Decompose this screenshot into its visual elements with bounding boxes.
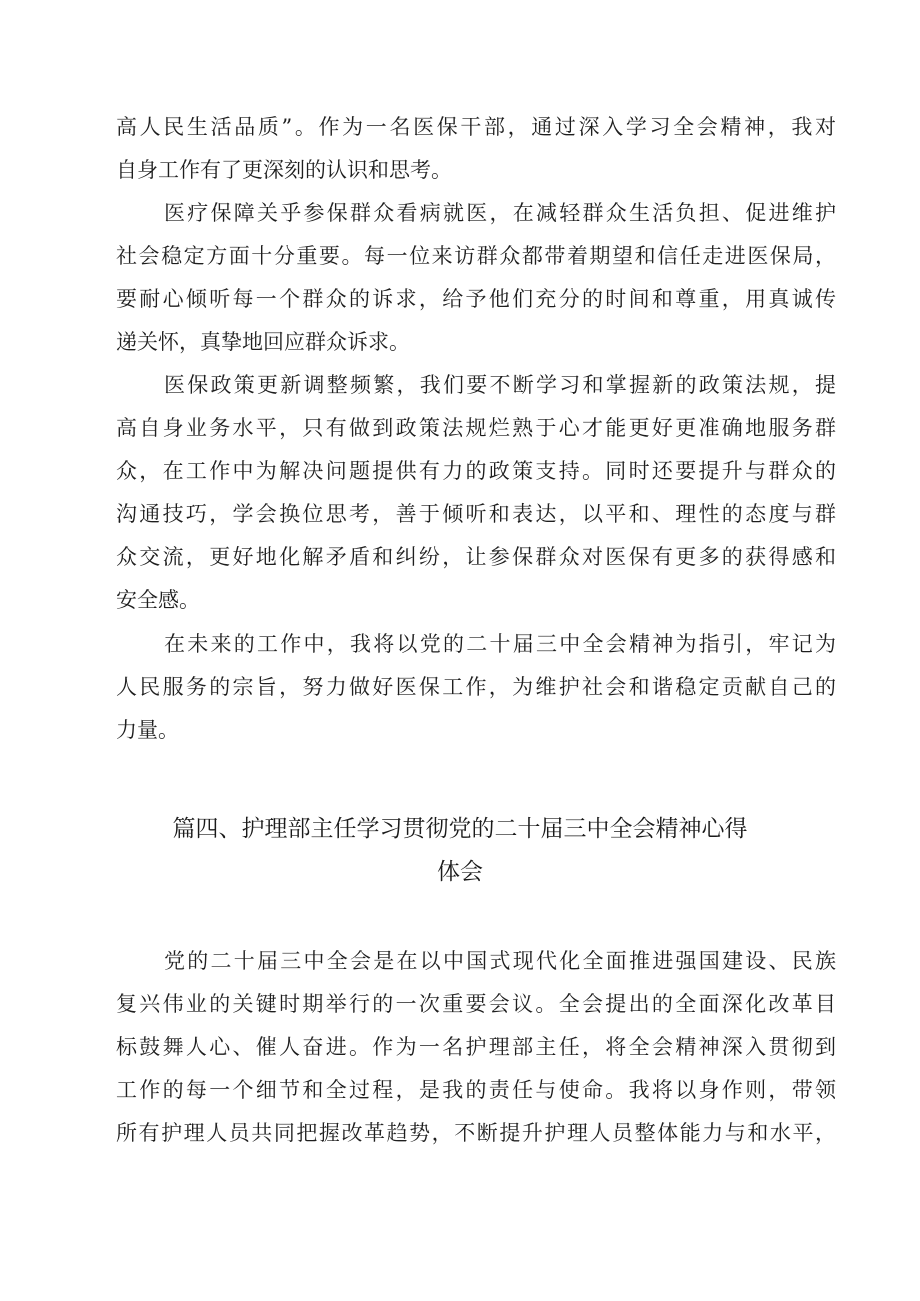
- body-text-line: 党的二十届三中全会是在以中国式现代化全面推进强国建设、民族: [164, 949, 836, 973]
- body-text-line: 在未来的工作中，我将以党的二十届三中全会精神为指引，牢记为: [164, 632, 836, 656]
- section-heading-continuation: 体会: [437, 859, 483, 885]
- body-text-line: 安全感。: [116, 588, 200, 612]
- body-text-line: 自身工作有了更深刻的认识和思考。: [116, 158, 452, 182]
- body-text-line: 人民服务的宗旨，努力做好医保工作，为维护社会和谐稳定贡献自己的: [116, 675, 836, 699]
- body-text-line: 工作的每一个细节和全过程，是我的责任与使命。我将以身作则，带领: [116, 1078, 836, 1102]
- body-text-line: 医保政策更新调整频繁，我们要不断学习和掌握新的政策法规，提: [164, 373, 836, 397]
- body-text-line: 众，在工作中为解决问题提供有力的政策支持。同时还要提升与群众的: [116, 459, 836, 483]
- body-text-line: 复兴伟业的关键时期举行的一次重要会议。全会提出的全面深化改革目: [116, 992, 836, 1016]
- body-text-line: 递关怀，真挚地回应群众诉求。: [116, 330, 410, 354]
- body-text-line: 社会稳定方面十分重要。每一位来访群众都带着期望和信任走进医保局，: [116, 244, 836, 268]
- body-text-line: 高人民生活品质”。作为一名医保干部，通过深入学习全会精神，我对: [116, 115, 836, 139]
- body-text-line: 高自身业务水平，只有做到政策法规烂熟于心才能更好更准确地服务群: [116, 416, 836, 440]
- body-text-line: 标鼓舞人心、催人奋进。作为一名护理部主任，将全会精神深入贯彻到: [116, 1035, 836, 1059]
- body-text-line: 医疗保障关乎参保群众看病就医，在减轻群众生活负担、促进维护: [164, 201, 836, 225]
- body-text-line: 所有护理人员共同把握改革趋势，不断提升护理人员整体能力与和水平，: [116, 1121, 836, 1145]
- body-text-line: 沟通技巧，学会换位思考，善于倾听和表达，以平和、理性的态度与群: [116, 502, 836, 526]
- body-text-line: 要耐心倾听每一个群众的诉求，给予他们充分的时间和尊重，用真诚传: [116, 287, 836, 311]
- body-text-line: 众交流，更好地化解矛盾和纠纷，让参保群众对医保有更多的获得感和: [116, 545, 836, 569]
- body-text-line: 力量。: [116, 718, 179, 742]
- section-heading: 篇四、护理部主任学习贯彻党的二十届三中全会精神心得: [172, 816, 748, 842]
